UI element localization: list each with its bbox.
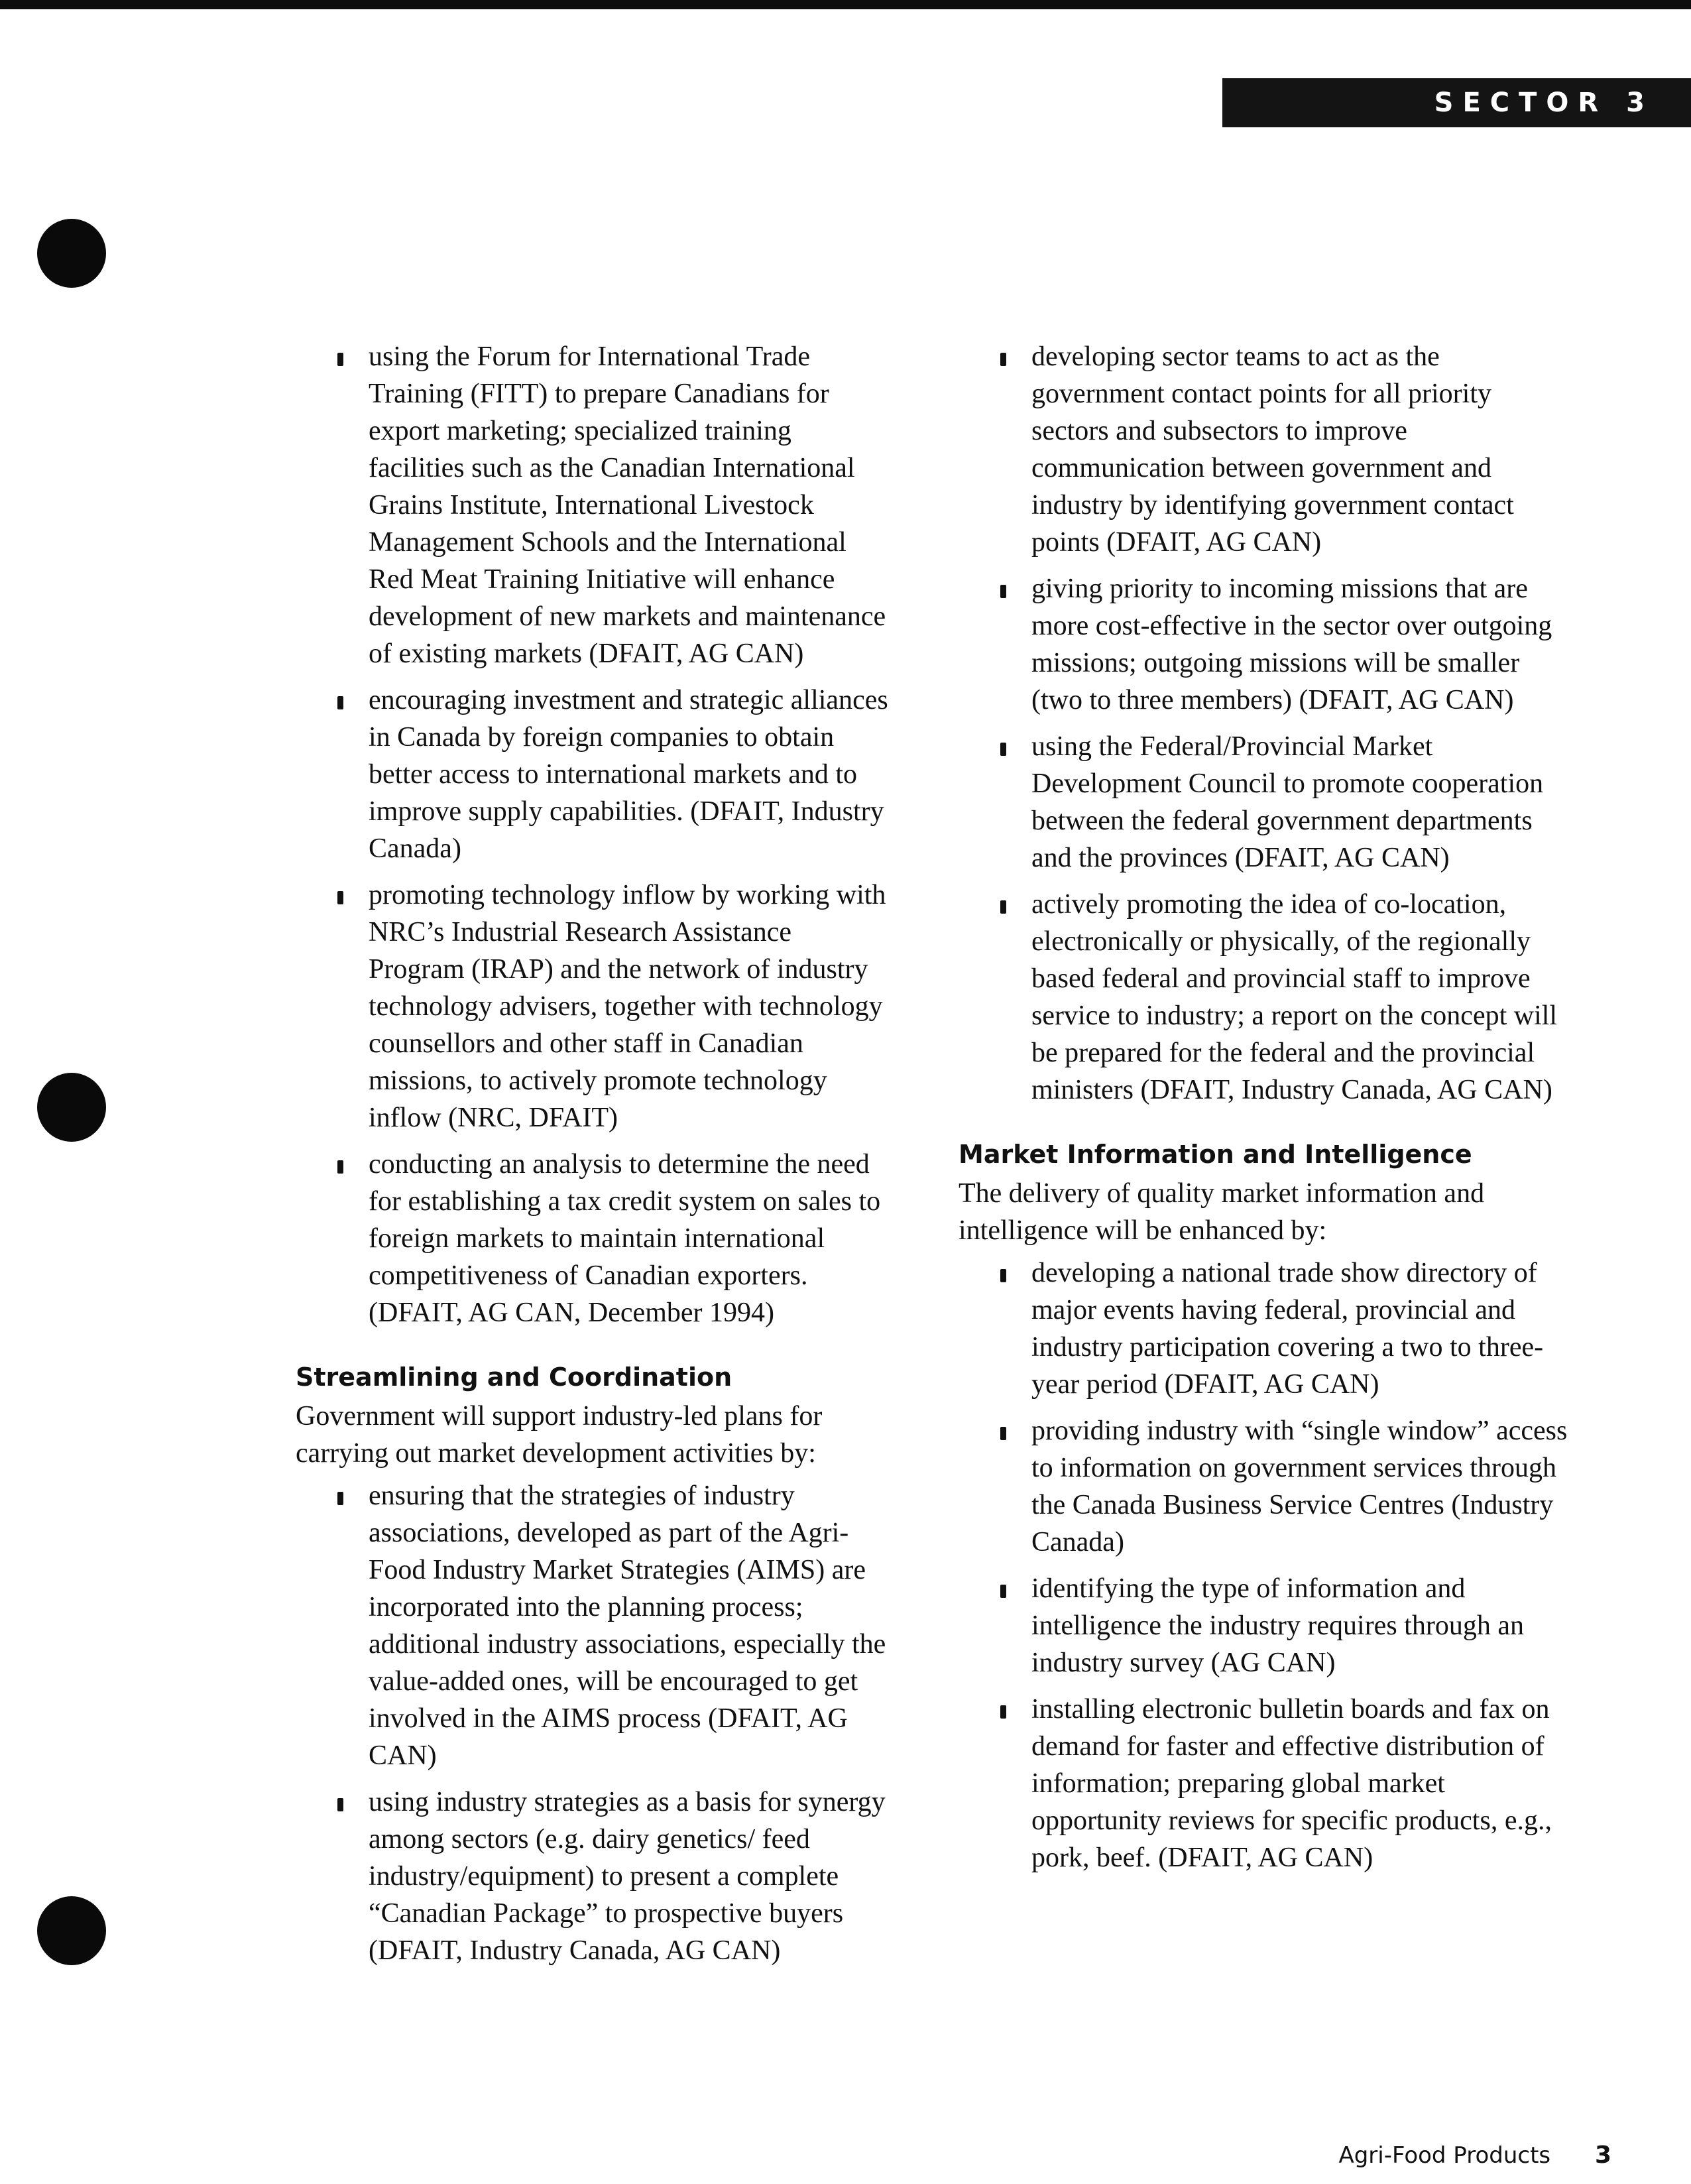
list-item-text: installing electronic bulletin boards and fax on demand for faster and effective distribution of information; preparing global market opportunity reviews for specific products, e.g., pork, beef. (DFAIT, AG CAN)	[1031, 1694, 1552, 1873]
bullet-icon	[1000, 1269, 1006, 1282]
list-item-text: encouraging investment and strategic alliances in Canada by foreign companies to obtain better access to international markets and to improve supply capabilities. (DFAIT, Industry Canada)	[369, 685, 888, 864]
list-item-text: using the Federal/Provincial Market Development Council to promote cooperation between the federal government departments and the provinces (DFAIT, AG CAN)	[1031, 731, 1544, 873]
left-column	[296, 338, 892, 1978]
list-item-text: identifying the type of information and intelligence the industry requires through an industry survey (AG CAN)	[1031, 1573, 1524, 1678]
bullet-list	[959, 1254, 1568, 1876]
bullet-list	[296, 338, 892, 1331]
list-item	[296, 1477, 892, 1774]
bullet-icon	[337, 353, 343, 366]
list-item-text: providing industry with “single window” access to information on government services through the Canada Business Service Centres (Industry Canada)	[1031, 1416, 1568, 1557]
bullet-icon	[337, 891, 343, 904]
list-item	[959, 338, 1568, 561]
list-item-text: actively promoting the idea of co-location, electronically or physically, of the regionally based federal and provincial staff to improve service to industry; a report on the concept will be prepared for the federal and the provincial ministers (DFAIT, Industry Canada, AG CAN)	[1031, 889, 1558, 1105]
section-intro: Government will support industry-led plans for carrying out market development activities by:	[296, 1401, 823, 1469]
list-item	[959, 728, 1568, 877]
list-item-text: developing sector teams to act as the government contact points for all priority sectors and subsectors to improve communication between government and industry by identifying government contact points (DFAIT, AG CAN)	[1031, 341, 1514, 558]
page-number: 3	[1594, 2142, 1611, 2169]
binder-hole	[37, 1073, 106, 1142]
list-item	[959, 1412, 1568, 1561]
list-item-text: giving priority to incoming missions that are more cost-effective in the sector over outgoing missions; outgoing missions will be smaller (two to three members) (DFAIT, AG CAN)	[1031, 574, 1552, 715]
section-heading: Market Information and Intelligence	[959, 1140, 1472, 1169]
list-item-text: conducting an analysis to determine the need for establishing a tax credit system on sales to foreign markets to maintain international competitiveness of Canadian exporters. (DFAIT, AG CAN, December 1994)	[369, 1149, 881, 1328]
list-item	[959, 886, 1568, 1109]
list-item	[959, 1254, 1568, 1403]
list-item-text: ensuring that the strategies of industry associations, developed as part of the Agri-Food Industry Market Strategies (AIMS) are incorporated into the planning process; additional industry associations, especially the value-added ones, will be encouraged to get involved in the AIMS process (DFAIT, AG CAN)	[369, 1481, 886, 1771]
list-item	[296, 1146, 892, 1331]
bullet-icon	[1000, 1585, 1006, 1598]
list-item	[296, 338, 892, 672]
bullet-icon	[1000, 585, 1006, 598]
page-footer	[1338, 2139, 1611, 2172]
section-heading: Streamlining and Coordination	[296, 1363, 732, 1392]
bullet-list	[959, 338, 1568, 1109]
sector-tab	[1222, 78, 1691, 127]
list-item	[296, 877, 892, 1136]
list-item	[959, 570, 1568, 719]
bullet-icon	[337, 1492, 343, 1505]
list-item	[296, 682, 892, 867]
list-item-text: promoting technology inflow by working with NRC’s Industrial Research Assistance Program (IRAP) and the network of industry technology advisers, together with technology counsellors and other staff in Canadian missions, to actively promote technology inflow (NRC, DFAIT)	[369, 880, 886, 1133]
bullet-icon	[337, 1798, 343, 1811]
bullet-list	[296, 1477, 892, 1969]
bullet-icon	[1000, 743, 1006, 756]
list-item-text: developing a national trade show directory of major events having federal, provincial and industry participation covering a two to three-year period (DFAIT, AG CAN)	[1031, 1258, 1544, 1400]
right-column	[959, 338, 1568, 1886]
bullet-icon	[1000, 1427, 1006, 1440]
list-item	[959, 1570, 1568, 1681]
bullet-icon	[1000, 1705, 1006, 1719]
top-border	[0, 0, 1691, 9]
list-item-text: using the Forum for International Trade Training (FITT) to prepare Canadians for export marketing; specialized training facilities such as the Canadian International Grains Institute, International Livestock Management Schools and the International Red Meat Training Initiative will enhance development of new markets and maintenance of existing markets (DFAIT, AG CAN)	[369, 341, 886, 669]
bullet-icon	[1000, 900, 1006, 914]
bullet-icon	[1000, 353, 1006, 366]
section-intro: The delivery of quality market information and intelligence will be enhanced by:	[959, 1178, 1485, 1246]
bullet-icon	[337, 1160, 343, 1174]
sector-label: SECTOR 3	[1434, 88, 1654, 118]
list-item-text: using industry strategies as a basis for synergy among sectors (e.g. dairy genetics/ feed industry/equipment) to present a complete “Canadian Package” to prospective buyers (DFAIT, Industry Canada, AG CAN)	[369, 1787, 886, 1966]
footer-title: Agri-Food Products	[1338, 2142, 1551, 2169]
list-item	[296, 1784, 892, 1969]
binder-hole	[37, 1896, 106, 1965]
bullet-icon	[337, 696, 343, 709]
binder-hole	[37, 219, 106, 288]
list-item	[959, 1691, 1568, 1876]
